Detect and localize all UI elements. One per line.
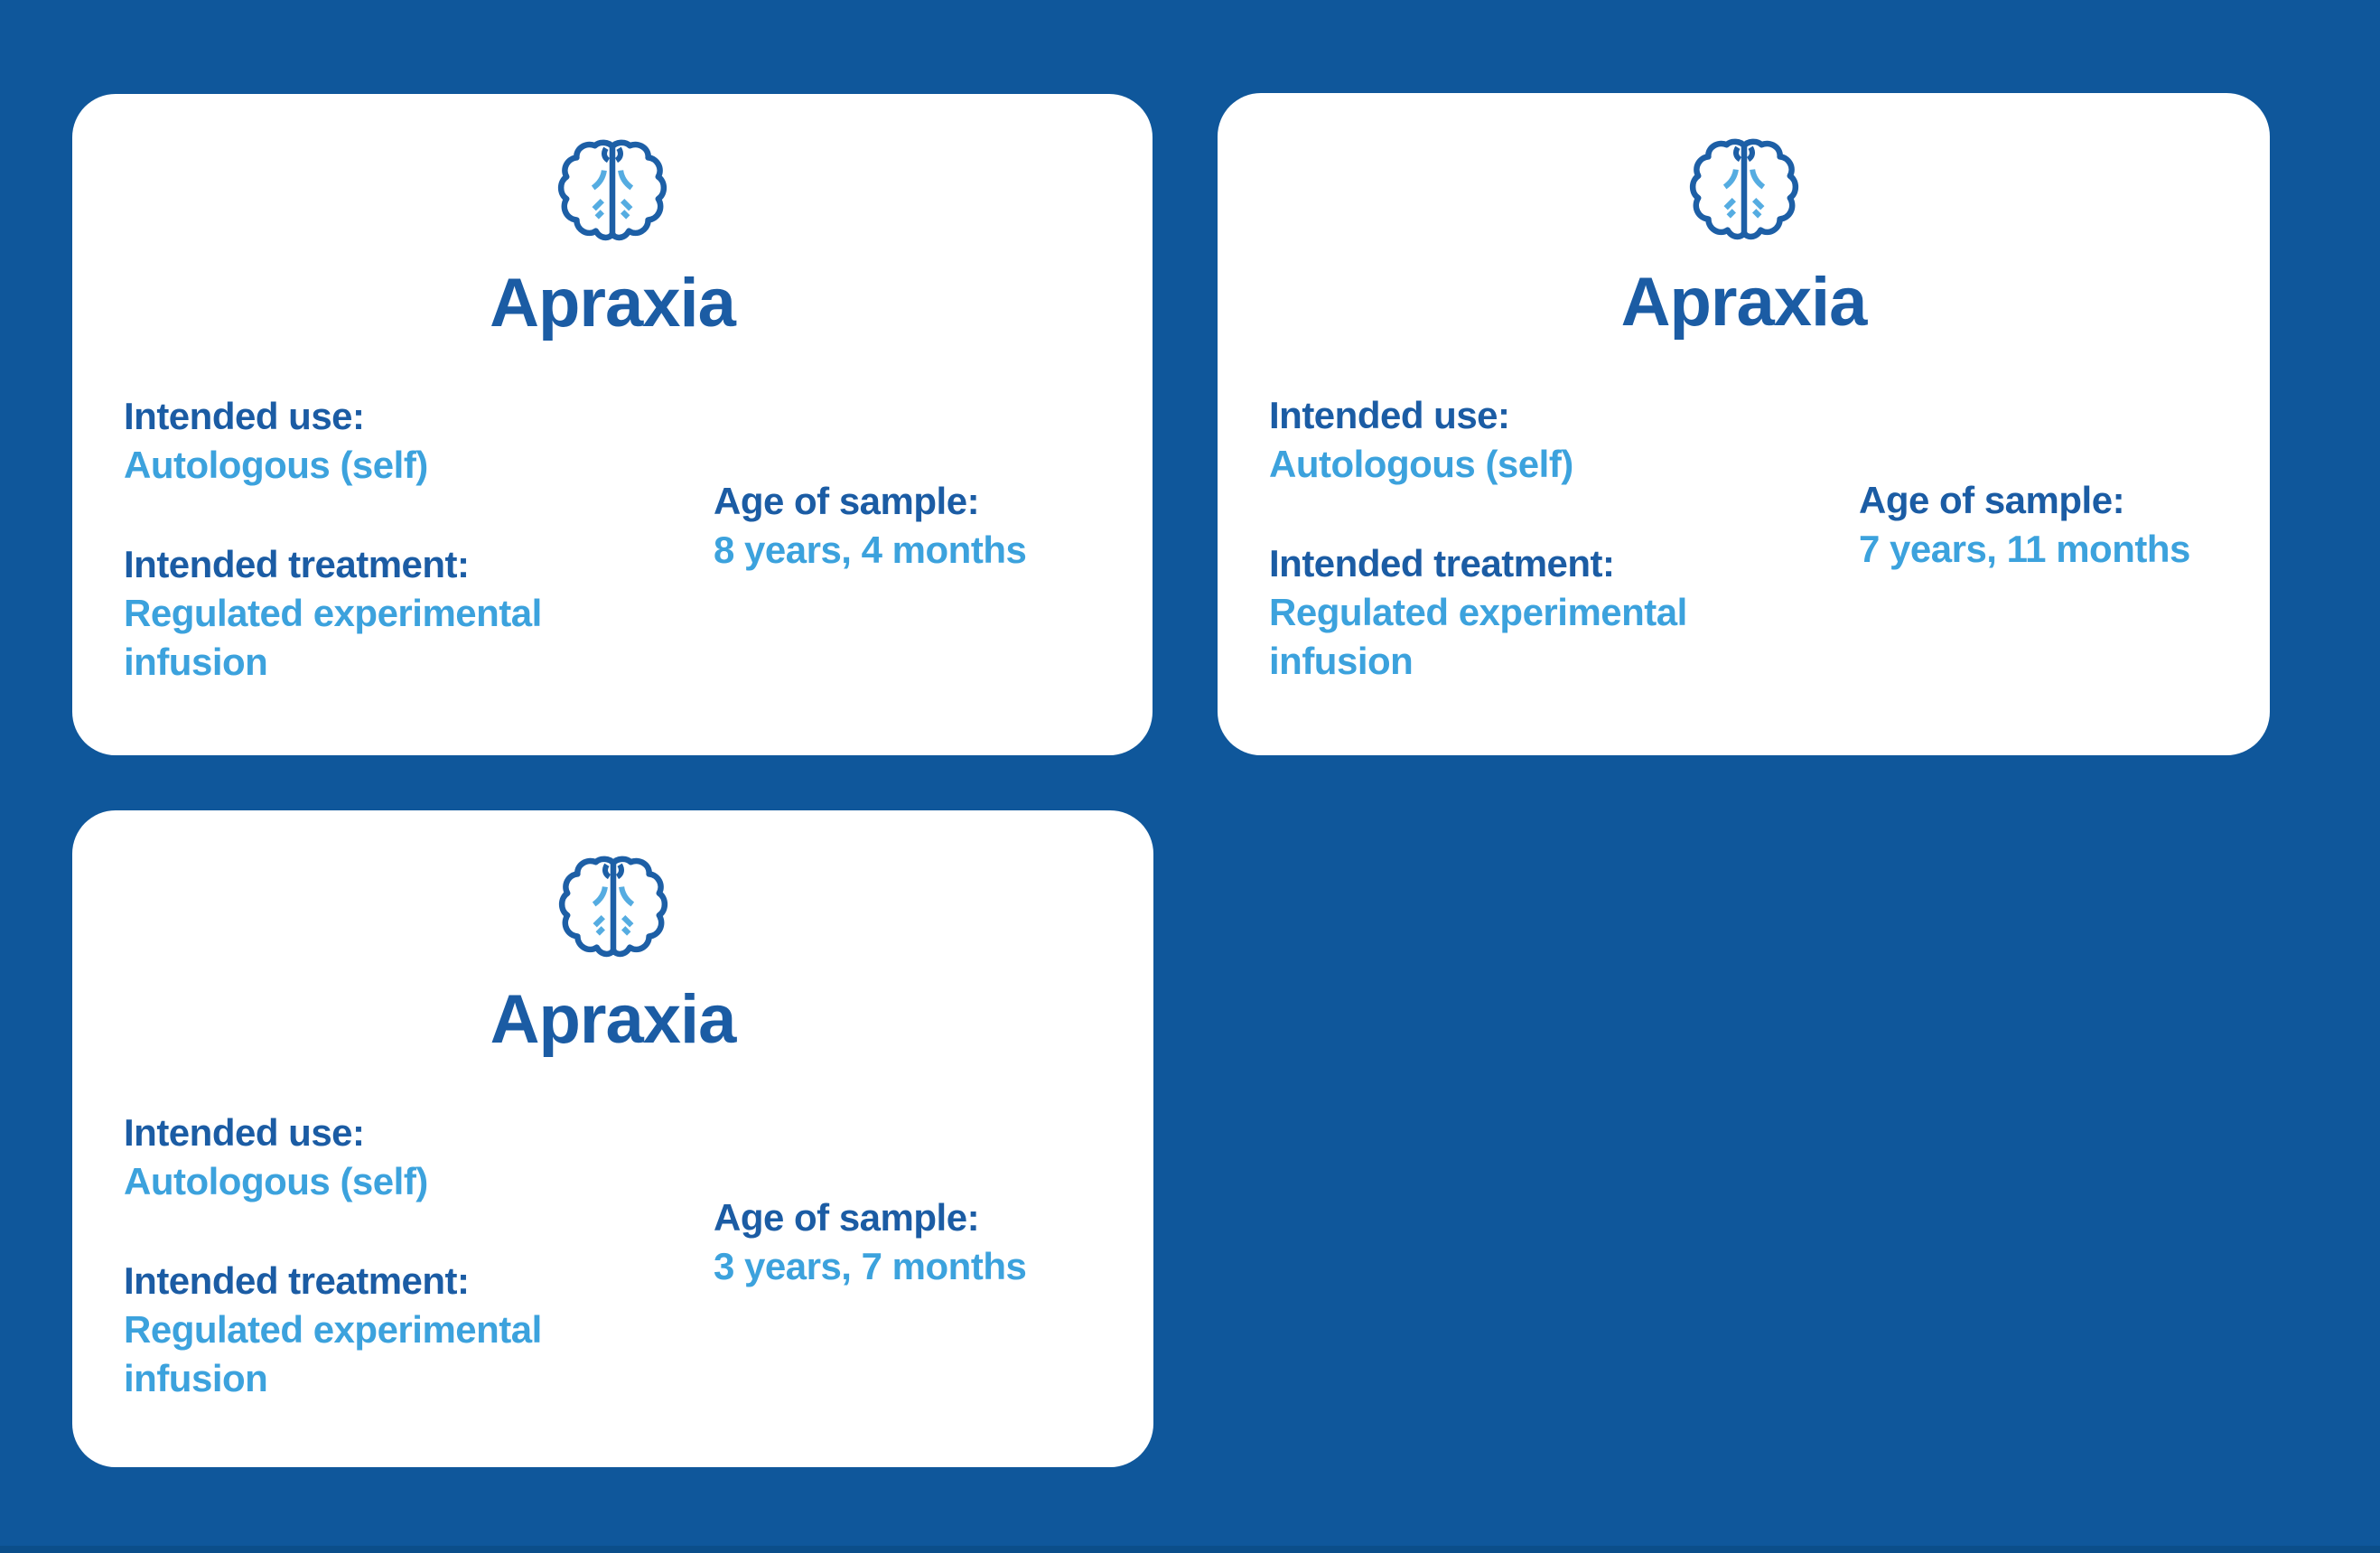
card-title: Apraxia <box>490 981 736 1058</box>
intended-treatment-value: Regulated experimental infusion <box>124 1308 542 1399</box>
brain-icon <box>554 134 671 251</box>
intended-treatment-label: Intended treatment: <box>1269 542 1615 585</box>
card-title: Apraxia <box>1620 264 1867 341</box>
intended-treatment-label: Intended treatment: <box>124 543 470 585</box>
intended-use-value: Autologous (self) <box>1269 443 1573 485</box>
sample-card-1 <box>72 94 1153 755</box>
age-of-sample-value: 8 years, 4 months <box>714 529 1027 571</box>
age-of-sample-value: 3 years, 7 months <box>714 1245 1027 1287</box>
intended-treatment-value: Regulated experimental infusion <box>1269 591 1687 682</box>
sample-card-3 <box>72 810 1153 1467</box>
card-title: Apraxia <box>490 265 735 341</box>
brain-icon <box>555 850 672 968</box>
sample-card-2 <box>1218 93 2270 755</box>
age-of-sample-label: Age of sample: <box>714 480 980 522</box>
brain-icon <box>1685 133 1803 250</box>
intended-use-value: Autologous (self) <box>124 1160 428 1202</box>
intended-use-label: Intended use: <box>124 395 365 437</box>
age-of-sample-label: Age of sample: <box>714 1196 980 1239</box>
intended-treatment-value: Regulated experimental infusion <box>124 592 542 683</box>
intended-use-label: Intended use: <box>1269 394 1510 436</box>
intended-use-label: Intended use: <box>124 1111 365 1154</box>
age-of-sample-label: Age of sample: <box>1859 479 2125 521</box>
intended-treatment-label: Intended treatment: <box>124 1259 470 1302</box>
bottom-accent-strip <box>0 1546 2380 1553</box>
intended-use-value: Autologous (self) <box>124 444 428 486</box>
age-of-sample-value: 7 years, 11 months <box>1859 528 2190 570</box>
